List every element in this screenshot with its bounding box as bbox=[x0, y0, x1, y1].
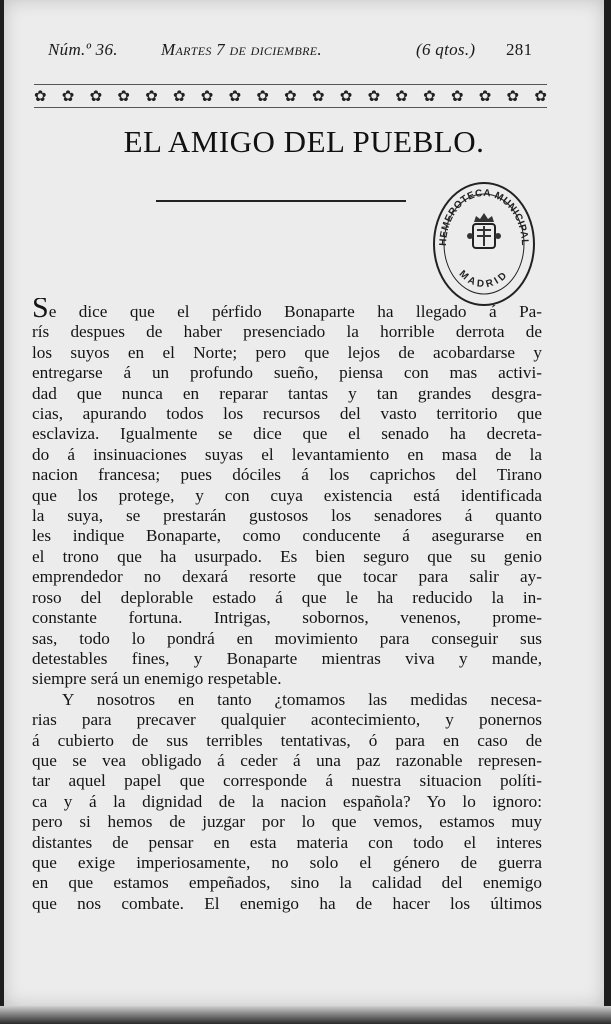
article-line: ca y á la dignidad de la nacion española? Yo lo ignoro: bbox=[32, 791, 542, 811]
ornament-flower-icon: ✿ bbox=[506, 87, 520, 105]
article-line: les indique Bonaparte, como conducente á asegurarse en bbox=[32, 526, 542, 546]
ornament-flower-icon: ✿ bbox=[256, 87, 269, 105]
ornament-flower-icon: ✿ bbox=[34, 87, 47, 105]
article-body bbox=[32, 292, 542, 914]
newspaper-title: EL AMIGO DEL PUEBLO. bbox=[123, 124, 485, 159]
article-line: distantes de pensar en esta materia con todo el interes bbox=[32, 832, 542, 852]
article-line: á cubierto de sus terribles tentativas, ó para en caso de bbox=[32, 730, 542, 750]
stamp-bottom-text: MADRID bbox=[456, 268, 512, 291]
page-number: 281 bbox=[506, 40, 533, 59]
article-line: esclaviza. Igualmente se dice que el senado ha decreta- bbox=[32, 424, 542, 444]
ornament-flower-icon: ✿ bbox=[339, 87, 353, 105]
article-line: siempre será un enemigo respetable. bbox=[32, 669, 282, 689]
ornament-flower-icon: ✿ bbox=[117, 87, 130, 105]
article-line bbox=[32, 298, 542, 322]
article-line: en que estamos empeñados, sino la calidad del enemigo bbox=[32, 873, 542, 893]
article-line: roso del deplorable estado á que le ha reducido la in- bbox=[32, 587, 542, 607]
ornament-flower-icon: ✿ bbox=[534, 87, 547, 105]
ornament-flower-icon: ✿ bbox=[311, 87, 325, 105]
coat-of-arms-icon bbox=[467, 213, 501, 248]
article-line: que los protege, y con cuya existencia está identificada bbox=[32, 485, 542, 505]
article-line: los suyos en el Norte; pero que lejos de acobardarse y bbox=[32, 342, 542, 362]
ornament-flower-icon: ✿ bbox=[89, 87, 103, 105]
drop-cap: S bbox=[32, 298, 49, 323]
ornament-flower-icon: ✿ bbox=[61, 87, 75, 105]
ornament-flower-icon: ✿ bbox=[200, 87, 214, 105]
ornament-flower-icon: ✿ bbox=[395, 87, 408, 105]
article-line: que nos combate. El enemigo ha de hacer los últimos bbox=[32, 893, 542, 913]
article-line: tar aquel papel que corresponde á nuestra situacion políti- bbox=[32, 771, 542, 791]
issue-number: Núm.º 36. bbox=[48, 40, 118, 59]
ornament-flower-icon: ✿ bbox=[228, 87, 242, 105]
title-rule bbox=[156, 200, 406, 202]
article-line: el trono que ha usurpado. Es bien seguro que su genio bbox=[32, 546, 542, 566]
ornamental-border bbox=[34, 84, 547, 108]
ornament-flower-icon: ✿ bbox=[284, 87, 297, 105]
article-line: rís despues de haber presenciado la horrible derrota de bbox=[32, 322, 542, 342]
article-line: que exige imperiosamente, no solo el género de guerra bbox=[32, 852, 542, 872]
library-stamp bbox=[430, 178, 538, 308]
article-line: pero si hemos de juzgar por lo que vemos, estamos muy bbox=[32, 812, 542, 832]
article-line: emprendedor no dexará resorte que tocar para salir ay- bbox=[32, 567, 542, 587]
stamp-top-text: HEMEROTECA MUNICIPAL bbox=[437, 187, 531, 247]
ornament-flower-icon: ✿ bbox=[145, 87, 158, 105]
svg-text:MADRID bbox=[457, 268, 512, 290]
page-edge-shadow bbox=[0, 1006, 611, 1024]
article-line: Y nosotros en tanto ¿tomamos las medidas necesa- bbox=[62, 689, 542, 709]
issue-date: Martes 7 de diciembre. bbox=[161, 40, 322, 59]
article-line: entregarse á un profundo sueño, piensa con mas activi- bbox=[32, 363, 542, 383]
article-line: rias para precaver qualquier acontecimiento, y ponernos bbox=[32, 710, 542, 730]
ornament-flower-icon: ✿ bbox=[478, 87, 492, 105]
newspaper-page bbox=[4, 0, 604, 1006]
article-line: constante fortuna. Intrigas, sobornos, venenos, prome- bbox=[32, 608, 542, 628]
article-line-text: e dice que el pérfido Bonaparte ha llegado á Pa- bbox=[48, 302, 542, 321]
article-line: cias, apurando todos los recursos del vasto territorio que bbox=[32, 404, 542, 424]
ornament-flower-icon: ✿ bbox=[450, 87, 464, 105]
article-line: sas, todo lo pondrá en movimiento para conseguir sus bbox=[32, 628, 542, 648]
issue-price: (6 qtos.) bbox=[416, 40, 476, 59]
article-line: nacion francesa; pues dóciles á los caprichos del Tirano bbox=[32, 465, 542, 485]
article-line: la suya, se prestarán gustosos los senadores á quanto bbox=[32, 506, 542, 526]
article-line: detestables fines, y Bonaparte mientras viva y mande, bbox=[32, 648, 542, 668]
article-line: que se vea obligado á ceder á una paz razonable represen- bbox=[32, 750, 542, 770]
article-line: dad que nunca en reparar tantas y tan grandes desgra- bbox=[32, 383, 542, 403]
article-line: do á insinuaciones suyas el levantamiento en masa de la bbox=[32, 444, 542, 464]
ornament-flower-icon: ✿ bbox=[367, 87, 381, 105]
ornament-flower-icon: ✿ bbox=[423, 87, 436, 105]
ornament-flower-icon: ✿ bbox=[172, 87, 186, 105]
